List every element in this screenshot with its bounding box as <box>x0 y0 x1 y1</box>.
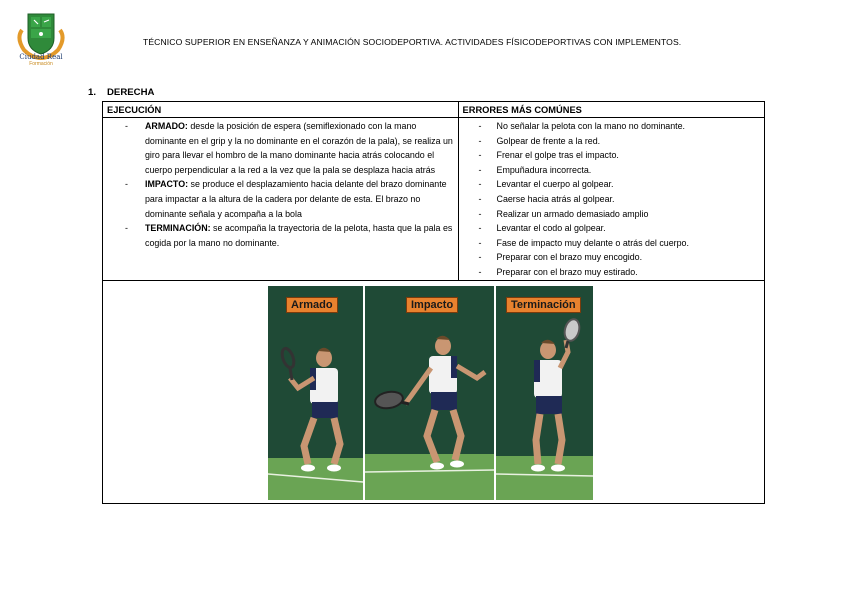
photo-terminacion <box>496 286 593 500</box>
column-header-errors: ERRORES MÁS COMÚNES <box>458 102 764 118</box>
list-item: - No señalar la pelota con la mano no dominante. <box>459 119 764 134</box>
list-item: - Preparar con el brazo muy estirado. <box>459 265 764 280</box>
list-item: - Levantar el codo al golpear. <box>459 221 764 236</box>
photo-label-armado: Armado <box>286 297 338 313</box>
phase-term: IMPACTO: <box>145 179 189 190</box>
photo-label-terminacion: Terminación <box>506 297 581 313</box>
list-item: - Levantar el cuerpo al golpear. <box>459 177 764 192</box>
logo-text: Ciudad Real <box>19 53 63 61</box>
column-header-execution: EJECUCIÓN <box>103 102 459 118</box>
list-item: - Golpear de frente a la red. <box>459 134 764 149</box>
list-item: - Caerse hacia atrás al golpear. <box>459 192 764 207</box>
page-header-title: TÉCNICO SUPERIOR EN ENSEÑANZA Y ANIMACIÓN SOCIODEPORTIVA. ACTIVIDADES FÍSICODEPORTIVAS CON IMPLEMENTOS. <box>143 37 682 47</box>
phase-text: se acompaña la trayectoria de la pelota, hasta que la pala es cogida por la mano no dominante. <box>145 223 453 248</box>
photo-label-impacto: Impacto <box>406 297 458 313</box>
execution-list <box>103 118 458 250</box>
table-content-row <box>103 118 765 281</box>
list-item: - Realizar un armado demasiado amplio <box>459 207 764 222</box>
photos-row <box>103 280 765 503</box>
list-item: - Fase de impacto muy delante o atrás del cuerpo. <box>459 236 764 251</box>
section-number: 1. <box>88 87 97 98</box>
player-impacto-image <box>365 286 494 500</box>
photos-cell <box>103 280 765 503</box>
table-header-row <box>103 102 765 118</box>
errors-list <box>459 118 764 280</box>
technique-table <box>102 101 765 504</box>
logo-subtext: Formación <box>29 61 53 67</box>
phase-term: TERMINACIÓN: <box>145 223 211 234</box>
list-item <box>103 119 458 177</box>
execution-cell <box>103 118 459 281</box>
photo-armado <box>268 286 363 500</box>
player-terminacion-image <box>496 286 593 500</box>
phase-term: ARMADO: <box>145 121 188 131</box>
errors-cell <box>458 118 764 281</box>
phase-text: se produce el desplazamiento hacia delante del brazo dominante para impactar a la altura de la cadera por delante de esta. El brazo no dominante señala y acompaña a la bola <box>145 179 447 219</box>
phase-text: desde la posición de espera (semiflexionado con la mano dominante en el grip y la no dominante en el corazón de la pala), se realiza un giro para llevar el hombro de la mano dominante hacia atrás colocando el cuerpo perpendicular a la red a la vez que la pala se desplaza hacia atrás <box>145 121 453 175</box>
player-armado-image <box>268 286 363 500</box>
list-item: - Empuñadura incorrecta. <box>459 163 764 178</box>
photo-impacto <box>365 286 494 500</box>
section-title: DERECHA <box>107 87 155 98</box>
list-item <box>103 221 458 250</box>
section-heading <box>88 87 154 98</box>
list-item <box>103 177 458 221</box>
list-item: - Frenar el golpe tras el impacto. <box>459 148 764 163</box>
list-item: - Preparar con el brazo muy encogido. <box>459 250 764 265</box>
